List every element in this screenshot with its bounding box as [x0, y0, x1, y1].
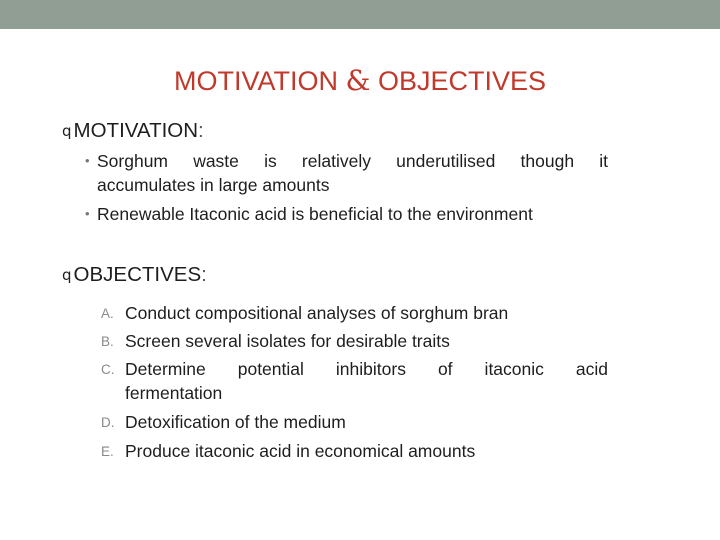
checkbox-bullet-icon: q — [62, 122, 72, 140]
item-letter: A. — [101, 306, 114, 321]
item-letter: E. — [101, 444, 114, 459]
bullet-dot-icon: • — [85, 206, 90, 221]
bullet-dot-icon: • — [85, 153, 90, 168]
item-text: Conduct compositional analyses of sorghum bran — [125, 303, 509, 323]
item-text: Screen several isolates for desirable traits — [125, 331, 450, 351]
motivation-colon: : — [198, 119, 204, 142]
motivation-heading-text: MOTIVATION — [73, 119, 199, 142]
title-ampersand: & — [345, 64, 371, 97]
objective-item-b — [101, 329, 605, 353]
checkbox-bullet-icon: q — [62, 266, 72, 284]
item-text: Produce itaconic acid in economical amounts — [125, 441, 476, 461]
objective-item-c — [101, 357, 608, 405]
item-text-line-2: fermentation — [125, 383, 223, 403]
title-part1: MOTIVATION — [174, 66, 346, 96]
objective-item-e — [101, 439, 605, 463]
item-text: Detoxification of the medium — [125, 412, 346, 432]
bullet-1-line-1: Sorghum waste is relatively underutilised though it — [97, 151, 608, 171]
bullet-2-line-1: Renewable Itaconic acid is beneficial to the environment — [97, 204, 533, 224]
top-bar — [0, 0, 720, 29]
item-letter: B. — [101, 334, 114, 349]
bullet-1-line-2: accumulates in large amounts — [97, 175, 330, 195]
slide-title — [0, 64, 720, 97]
objective-item-a — [101, 301, 605, 325]
objectives-heading — [62, 263, 207, 287]
objectives-heading-text: OBJECTIVES — [73, 263, 202, 286]
title-part2: OBJECTIVES — [370, 66, 546, 96]
motivation-heading — [62, 119, 204, 143]
item-text-line-1: Determine potential inhibitors of itaconic acid — [125, 359, 608, 379]
motivation-bullet-1 — [85, 149, 608, 197]
motivation-bullet-2 — [85, 202, 617, 226]
objective-item-d — [101, 410, 605, 434]
item-letter: D. — [101, 415, 115, 430]
objectives-colon: : — [201, 263, 207, 286]
item-letter: C. — [101, 362, 115, 377]
